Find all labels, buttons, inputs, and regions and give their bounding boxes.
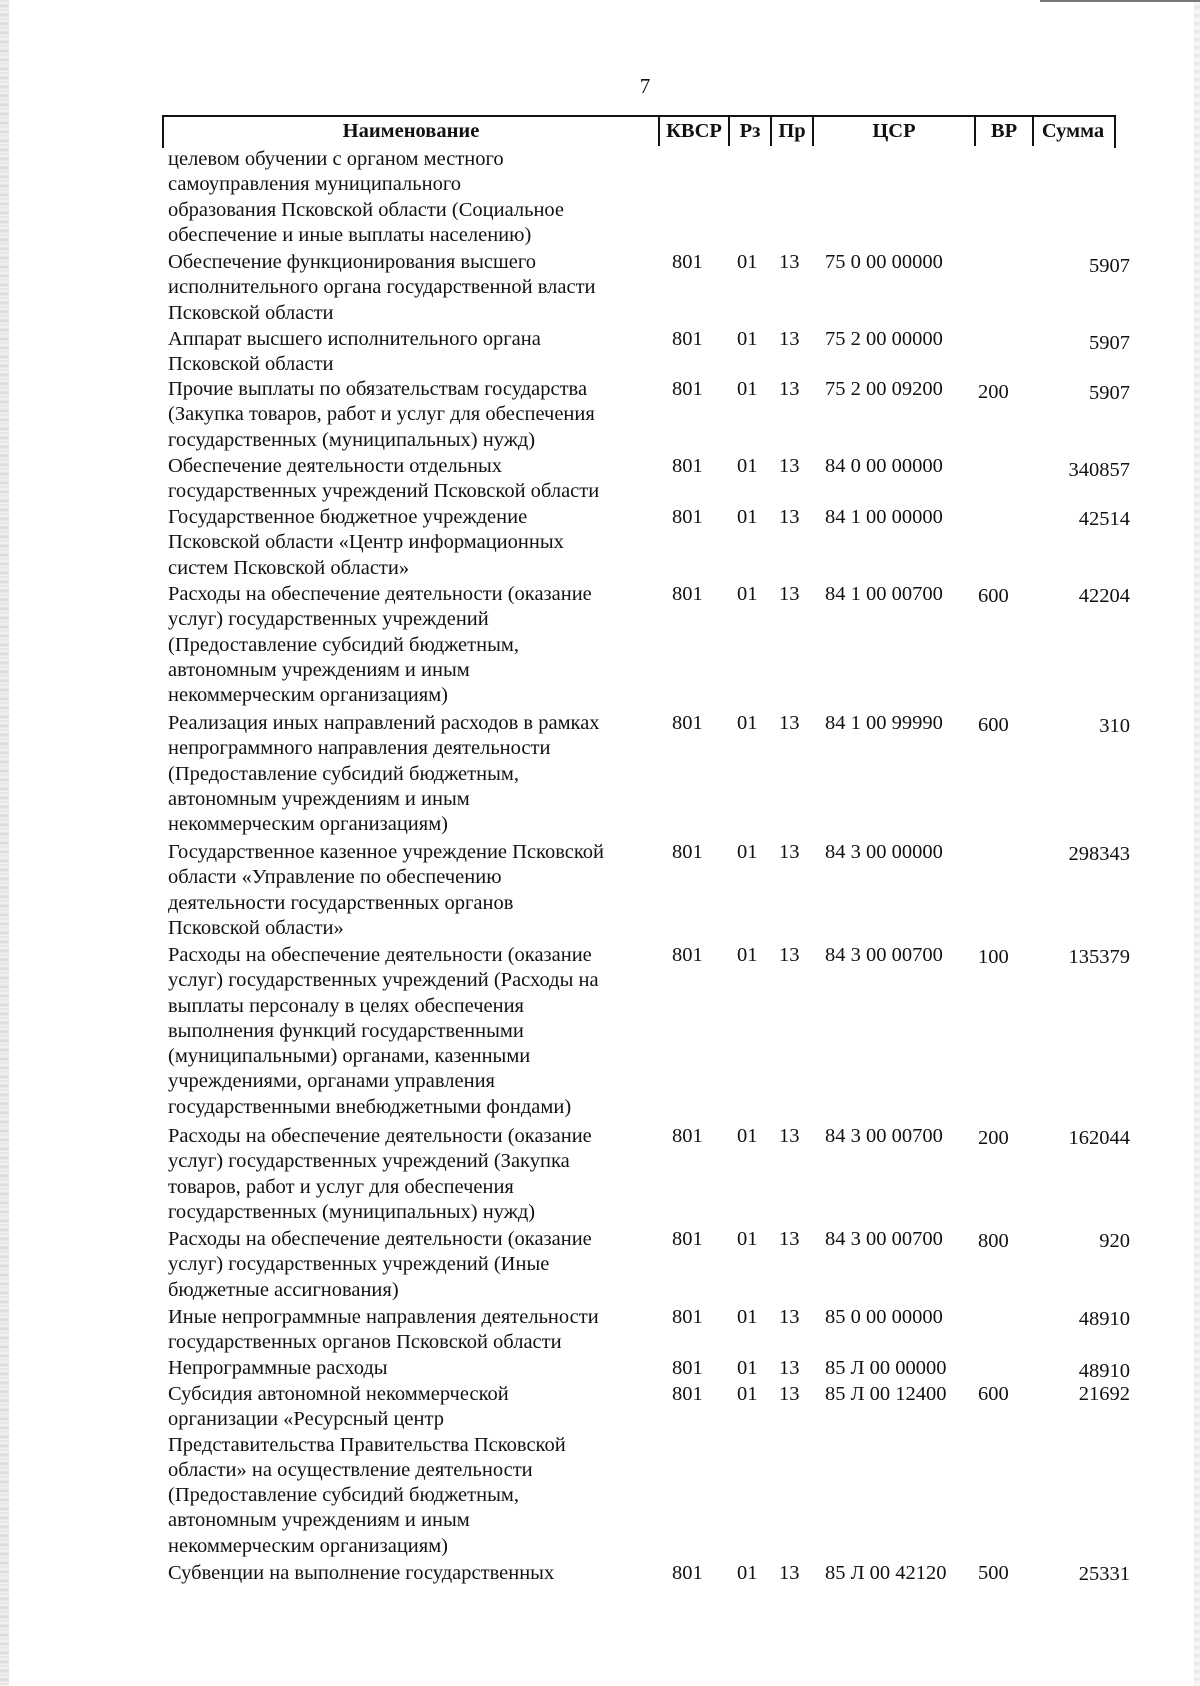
row-kvsr: 801 <box>672 712 703 734</box>
row-name: Обеспечение деятельности отдельных государственных учреждений Псковской области <box>168 455 600 503</box>
row-kvsr: 801 <box>672 506 703 528</box>
row-kvsr: 801 <box>672 1383 703 1405</box>
row-pr: 13 <box>779 944 800 966</box>
row-rz: 01 <box>737 944 758 966</box>
row-rz: 01 <box>737 506 758 528</box>
row-rz: 01 <box>737 583 758 605</box>
row-kvsr: 801 <box>672 378 703 400</box>
row-csr: 85 Л 00 42120 <box>825 1562 947 1584</box>
row-csr: 75 2 00 00000 <box>825 328 943 350</box>
row-vr: 600 <box>978 1383 1009 1405</box>
row-sum: 25331 <box>1078 1563 1130 1585</box>
top-rule <box>1040 0 1200 2</box>
row-name: Расходы на обеспечение деятельности (оказание услуг) государственных учреждений (Предоставление субсидий бюджетным, автономным учреждениям и иным некоммерческим организациям) <box>168 583 592 707</box>
row-name: Прочие выплаты по обязательствам государства (Закупка товаров, работ и услуг для обеспечения государственных (муниципальных) нужд) <box>168 378 595 451</box>
row-name: Аппарат высшего исполнительного органа Псковской области <box>168 328 541 376</box>
page-number: 7 <box>639 74 651 98</box>
row-name: Государственное бюджетное учреждение Псковской области «Центр информационных систем Псковской области» <box>168 506 564 579</box>
row-pr: 13 <box>779 1125 800 1147</box>
row-csr: 84 3 00 00700 <box>825 1228 943 1250</box>
row-rz: 01 <box>737 455 758 477</box>
row-rz: 01 <box>737 1383 758 1405</box>
row-name: Расходы на обеспечение деятельности (оказание услуг) государственных учреждений (Иные бюджетные ассигнования) <box>168 1228 592 1301</box>
row-sum: 48910 <box>1078 1360 1130 1382</box>
row-csr: 84 1 00 00000 <box>825 506 943 528</box>
row-sum: 920 <box>1099 1230 1130 1252</box>
row-vr: 200 <box>978 1127 1009 1149</box>
header-sum: Сумма <box>1032 117 1112 146</box>
row-pr: 13 <box>779 712 800 734</box>
row-pr: 13 <box>779 251 800 273</box>
row-name: Иные непрограммные направления деятельности государственных органов Псковской области <box>168 1306 599 1354</box>
row-pr: 13 <box>779 328 800 350</box>
table-header <box>162 115 1116 148</box>
row-sum: 5907 <box>1089 255 1130 277</box>
row-vr: 600 <box>978 585 1009 607</box>
row-csr: 85 Л 00 00000 <box>825 1357 947 1379</box>
row-sum: 162044 <box>1068 1127 1130 1149</box>
row-name: Государственное казенное учреждение Псковской области «Управление по обеспечению деятельности государственных органов Псковской области» <box>168 841 605 939</box>
row-csr: 85 Л 00 12400 <box>825 1383 947 1405</box>
row-csr: 75 2 00 09200 <box>825 378 943 400</box>
header-vr: ВР <box>974 117 1032 146</box>
row-rz: 01 <box>737 712 758 734</box>
row-rz: 01 <box>737 251 758 273</box>
row-kvsr: 801 <box>672 583 703 605</box>
row-pr: 13 <box>779 506 800 528</box>
header-rz: Рз <box>728 117 770 146</box>
row-name: целевом обучении с органом местного самоуправления муниципального образования Псковской области (Социальное обеспечение и иные выплаты населению) <box>168 148 565 246</box>
row-sum: 310 <box>1099 715 1130 737</box>
row-name: Реализация иных направлений расходов в рамках непрограммного направления деятельности (Предоставление субсидий бюджетным, автономным учреждениям и иным некоммерческим организациям) <box>168 712 600 836</box>
row-pr: 13 <box>779 1357 800 1379</box>
row-kvsr: 801 <box>672 1228 703 1250</box>
row-pr: 13 <box>779 378 800 400</box>
row-kvsr: 801 <box>672 328 703 350</box>
row-vr: 200 <box>978 381 1009 403</box>
row-sum: 5907 <box>1089 382 1130 404</box>
row-kvsr: 801 <box>672 841 703 863</box>
scan-edge-right <box>1194 0 1200 1686</box>
row-vr: 100 <box>978 946 1009 968</box>
row-kvsr: 801 <box>672 1562 703 1584</box>
row-pr: 13 <box>779 841 800 863</box>
row-vr: 600 <box>978 714 1009 736</box>
row-pr: 13 <box>779 455 800 477</box>
row-csr: 84 1 00 99990 <box>825 712 943 734</box>
row-rz: 01 <box>737 841 758 863</box>
row-kvsr: 801 <box>672 1125 703 1147</box>
row-sum: 340857 <box>1068 459 1130 481</box>
row-sum: 5907 <box>1089 332 1130 354</box>
row-sum: 298343 <box>1068 843 1130 865</box>
row-csr: 75 0 00 00000 <box>825 251 943 273</box>
row-kvsr: 801 <box>672 944 703 966</box>
row-pr: 13 <box>779 1228 800 1250</box>
header-pr: Пр <box>770 117 812 146</box>
row-name: Субвенции на выполнение государственных <box>168 1562 555 1584</box>
row-pr: 13 <box>779 583 800 605</box>
row-name: Субсидия автономной некоммерческой организации «Ресурсный центр Представительства Правительства Псковской области» на осуществление деятельности (Предоставление субсидий бюджетным, автономным учреждениям и иным некоммерческим организациям) <box>168 1383 566 1557</box>
row-name: Обеспечение функционирования высшего исполнительного органа государственной власти Псковской области <box>168 251 596 324</box>
row-kvsr: 801 <box>672 251 703 273</box>
row-kvsr: 801 <box>672 1357 703 1379</box>
row-csr: 84 3 00 00000 <box>825 841 943 863</box>
row-sum: 21692 <box>1078 1383 1130 1405</box>
row-rz: 01 <box>737 1228 758 1250</box>
row-rz: 01 <box>737 1125 758 1147</box>
header-name: Наименование <box>342 120 480 142</box>
row-sum: 48910 <box>1078 1308 1130 1330</box>
row-kvsr: 801 <box>672 455 703 477</box>
row-pr: 13 <box>779 1562 800 1584</box>
row-kvsr: 801 <box>672 1306 703 1328</box>
row-sum: 135379 <box>1068 946 1130 968</box>
row-csr: 84 3 00 00700 <box>825 944 943 966</box>
row-pr: 13 <box>779 1306 800 1328</box>
row-rz: 01 <box>737 1306 758 1328</box>
header-csr: ЦСР <box>812 117 974 146</box>
row-pr: 13 <box>779 1383 800 1405</box>
row-vr: 500 <box>978 1562 1009 1584</box>
row-rz: 01 <box>737 378 758 400</box>
row-name: Расходы на обеспечение деятельности (оказание услуг) государственных учреждений (Расходы на выплаты персоналу в целях обеспечения выполнения функций государственными (муниципальными) органами, казенными учреждениями, органами управления государственными внебюджетными фондами) <box>168 944 599 1118</box>
row-csr: 85 0 00 00000 <box>825 1306 943 1328</box>
scan-edge-left <box>0 0 9 1686</box>
row-sum: 42204 <box>1078 585 1130 607</box>
row-rz: 01 <box>737 1357 758 1379</box>
row-rz: 01 <box>737 328 758 350</box>
row-sum: 42514 <box>1078 508 1130 530</box>
header-kvsr: КВСР <box>658 117 728 146</box>
row-csr: 84 3 00 00700 <box>825 1125 943 1147</box>
row-csr: 84 0 00 00000 <box>825 455 943 477</box>
row-name: Непрограммные расходы <box>168 1357 388 1379</box>
row-vr: 800 <box>978 1230 1009 1252</box>
row-rz: 01 <box>737 1562 758 1584</box>
row-csr: 84 1 00 00700 <box>825 583 943 605</box>
row-name: Расходы на обеспечение деятельности (оказание услуг) государственных учреждений (Закупка товаров, работ и услуг для обеспечения государственных (муниципальных) нужд) <box>168 1125 592 1223</box>
